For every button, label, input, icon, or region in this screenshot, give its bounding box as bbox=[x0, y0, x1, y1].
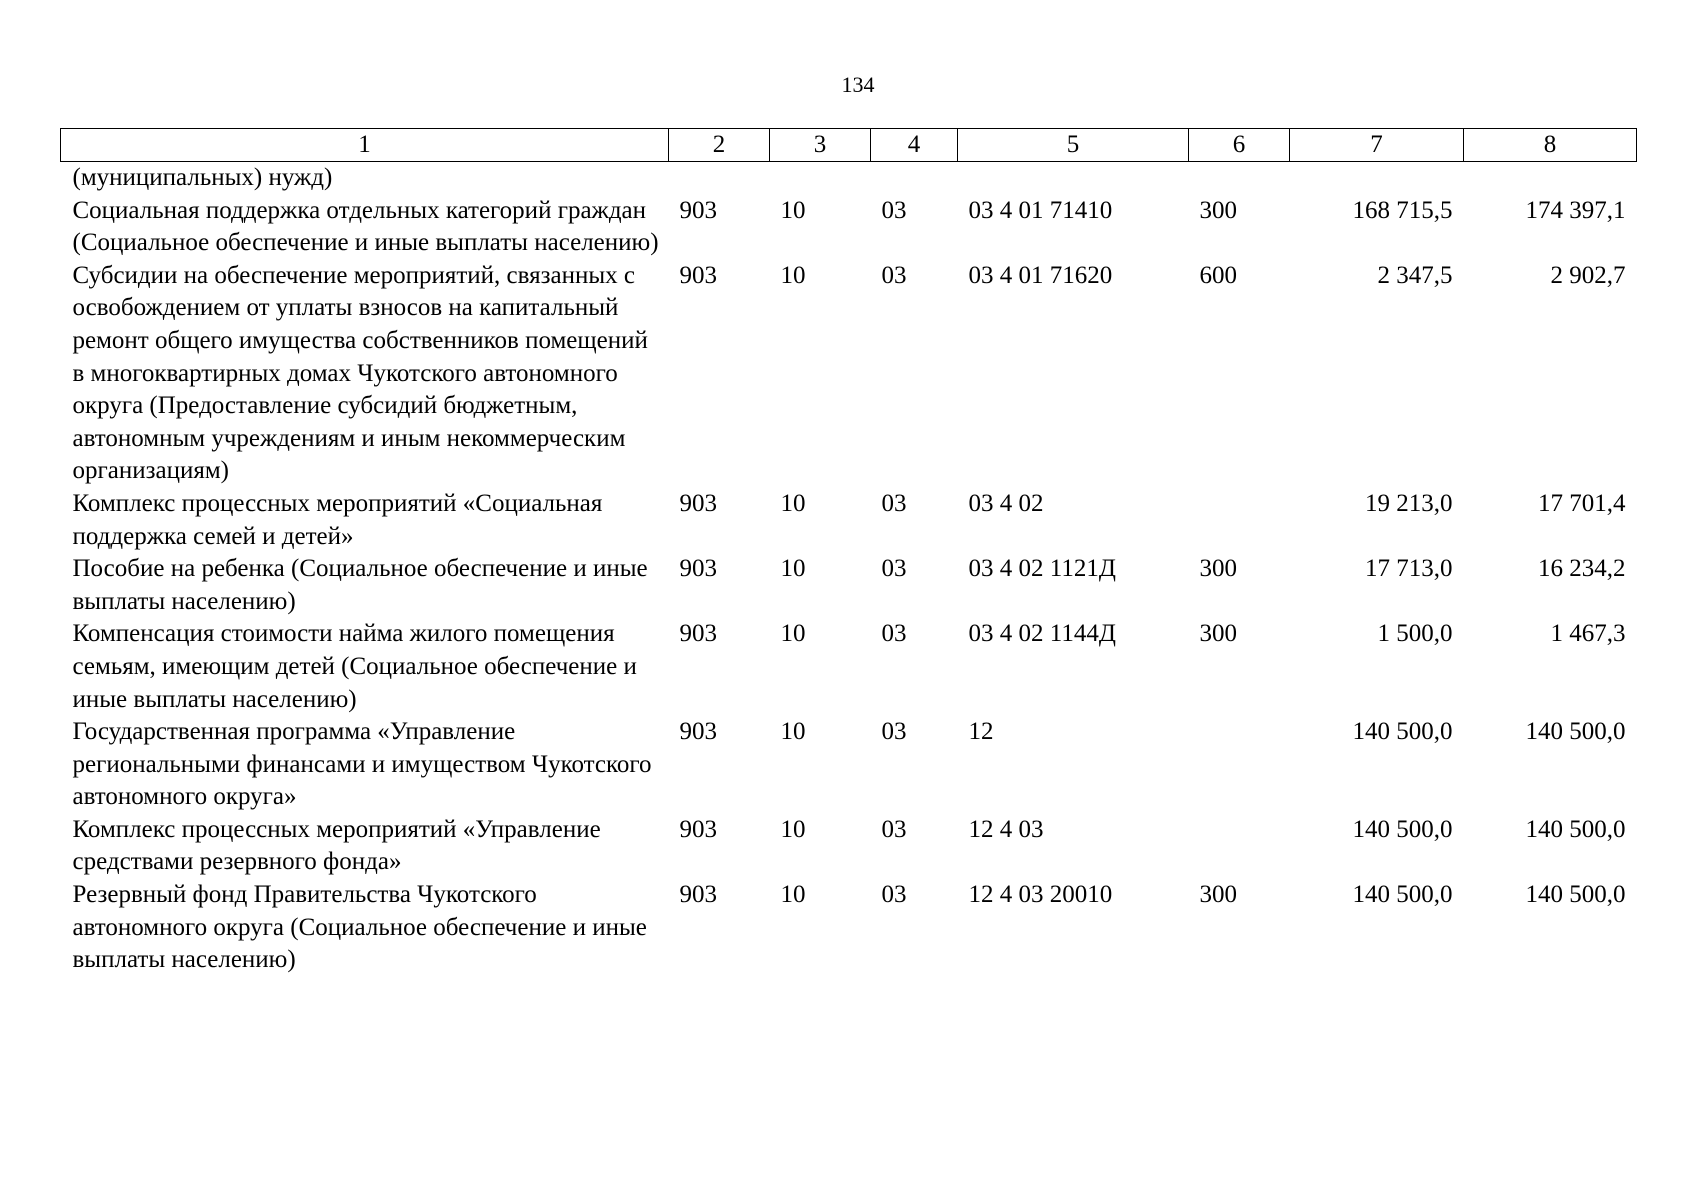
cell-expense-type-code: 600 bbox=[1199, 261, 1237, 289]
cell-target-article-code: 12 4 03 bbox=[968, 815, 1044, 843]
page-number: 134 bbox=[841, 72, 875, 97]
cell-subsection-code: 03 bbox=[881, 620, 907, 648]
cell-target-article-code bbox=[958, 162, 1189, 195]
table-row bbox=[61, 716, 1637, 814]
cell-section-code: 10 bbox=[780, 261, 806, 289]
cell-expense-type-code bbox=[1189, 716, 1290, 814]
cell-subsection-code: 03 bbox=[881, 718, 907, 746]
cell-ministry-code: 903 bbox=[679, 881, 717, 909]
cell-amount-year-2: 17 701,4 bbox=[1538, 489, 1626, 517]
cell-section-code: 10 bbox=[780, 881, 806, 909]
cell-ministry-code: 903 bbox=[679, 555, 717, 583]
cell-amount-year-2: 1 467,3 bbox=[1550, 620, 1626, 648]
cell-expense-type-code bbox=[1189, 814, 1290, 879]
cell-section-code: 10 bbox=[780, 718, 806, 746]
cell-description: Субсидии на обеспечение мероприятий, связанных с освобождением от уплаты взносов на капитальный ремонт общего имущества собственников помещений в многоквартирных домах Чукотского автономного округа (Предоставление субсидий бюджетным, автономным учреждениям и иным некоммерческим организациям) bbox=[72, 261, 648, 485]
table-row bbox=[61, 162, 1637, 195]
cell-target-article-code: 03 4 02 1121Д bbox=[968, 555, 1116, 583]
cell-target-article-code: 12 4 03 20010 bbox=[968, 881, 1113, 909]
cell-section-code: 10 bbox=[780, 620, 806, 648]
cell-section-code: 10 bbox=[780, 196, 806, 224]
cell-amount-year-2 bbox=[1464, 162, 1637, 195]
cell-amount-year-1: 168 715,5 bbox=[1352, 196, 1453, 224]
cell-description: Комплекс процессных мероприятий «Управление средствами резервного фонда» bbox=[72, 815, 601, 876]
cell-amount-year-1: 2 347,5 bbox=[1377, 261, 1453, 289]
cell-amount-year-2: 140 500,0 bbox=[1525, 881, 1626, 909]
header-row bbox=[61, 129, 1637, 162]
cell-amount-year-1 bbox=[1290, 162, 1464, 195]
cell-amount-year-2: 140 500,0 bbox=[1525, 815, 1626, 843]
cell-description: (муниципальных) нужд) bbox=[72, 164, 333, 191]
cell-section-code: 10 bbox=[780, 489, 806, 517]
cell-amount-year-2: 174 397,1 bbox=[1525, 196, 1626, 224]
cell-target-article-code: 12 bbox=[968, 718, 994, 746]
cell-section-code: 10 bbox=[780, 815, 806, 843]
header-cell: 5 bbox=[958, 129, 1189, 162]
cell-amount-year-2: 16 234,2 bbox=[1538, 555, 1626, 583]
header-cell: 2 bbox=[669, 129, 770, 162]
table-header bbox=[61, 129, 1637, 162]
table-body bbox=[61, 162, 1637, 977]
cell-target-article-code: 03 4 01 71620 bbox=[968, 261, 1113, 289]
cell-subsection-code: 03 bbox=[881, 555, 907, 583]
cell-description: Резервный фонд Правительства Чукотского автономного округа (Социальное обеспечение и иные выплаты населению) bbox=[72, 881, 647, 974]
cell-description: Комплекс процессных мероприятий «Социальная поддержка семей и детей» bbox=[72, 489, 603, 550]
cell-expense-type-code: 300 bbox=[1199, 620, 1237, 648]
cell-subsection-code bbox=[871, 162, 958, 195]
budget-table bbox=[60, 128, 1637, 977]
table-row bbox=[61, 195, 1637, 260]
table-row bbox=[61, 618, 1637, 716]
cell-description: Компенсация стоимости найма жилого помещения семьям, имеющим детей (Социальное обеспечение и иные выплаты населению) bbox=[72, 620, 637, 713]
cell-expense-type-code bbox=[1189, 162, 1290, 195]
header-cell: 3 bbox=[770, 129, 871, 162]
cell-ministry-code: 903 bbox=[679, 261, 717, 289]
cell-target-article-code: 03 4 01 71410 bbox=[968, 196, 1113, 224]
table-row bbox=[61, 814, 1637, 879]
table-row bbox=[61, 488, 1637, 553]
cell-description: Государственная программа «Управление региональными финансами и имуществом Чукотского автономного округа» bbox=[72, 718, 652, 811]
table-row bbox=[61, 879, 1637, 977]
cell-subsection-code: 03 bbox=[881, 815, 907, 843]
cell-amount-year-1: 17 713,0 bbox=[1365, 555, 1453, 583]
cell-amount-year-1: 19 213,0 bbox=[1365, 489, 1453, 517]
cell-target-article-code: 03 4 02 1144Д bbox=[968, 620, 1116, 648]
table-row bbox=[61, 260, 1637, 488]
cell-subsection-code: 03 bbox=[881, 489, 907, 517]
cell-description: Пособие на ребенка (Социальное обеспечение и иные выплаты населению) bbox=[72, 555, 648, 615]
cell-section-code bbox=[770, 162, 871, 195]
cell-amount-year-1: 140 500,0 bbox=[1352, 881, 1453, 909]
cell-subsection-code: 03 bbox=[881, 881, 907, 909]
header-cell: 4 bbox=[871, 129, 958, 162]
header-cell: 6 bbox=[1189, 129, 1290, 162]
cell-expense-type-code: 300 bbox=[1199, 881, 1237, 909]
cell-subsection-code: 03 bbox=[881, 196, 907, 224]
cell-subsection-code: 03 bbox=[881, 261, 907, 289]
cell-amount-year-1: 140 500,0 bbox=[1352, 815, 1453, 843]
cell-ministry-code: 903 bbox=[679, 815, 717, 843]
cell-description: Социальная поддержка отдельных категорий граждан (Социальное обеспечение и иные выплаты населению) bbox=[72, 196, 659, 257]
header-cell: 7 bbox=[1290, 129, 1464, 162]
cell-expense-type-code bbox=[1189, 488, 1290, 553]
cell-target-article-code: 03 4 02 bbox=[968, 489, 1044, 517]
cell-amount-year-1: 140 500,0 bbox=[1352, 718, 1453, 746]
cell-ministry-code: 903 bbox=[679, 489, 717, 517]
table-row bbox=[61, 553, 1637, 618]
header-cell: 8 bbox=[1464, 129, 1637, 162]
cell-expense-type-code: 300 bbox=[1199, 555, 1237, 583]
cell-amount-year-2: 140 500,0 bbox=[1525, 718, 1626, 746]
header-cell: 1 bbox=[61, 129, 669, 162]
cell-ministry-code: 903 bbox=[679, 718, 717, 746]
cell-section-code: 10 bbox=[780, 555, 806, 583]
cell-amount-year-1: 1 500,0 bbox=[1377, 620, 1453, 648]
cell-ministry-code: 903 bbox=[679, 196, 717, 224]
cell-ministry-code: 903 bbox=[679, 620, 717, 648]
cell-expense-type-code: 300 bbox=[1199, 196, 1237, 224]
cell-ministry-code bbox=[669, 162, 770, 195]
cell-amount-year-2: 2 902,7 bbox=[1550, 261, 1626, 289]
